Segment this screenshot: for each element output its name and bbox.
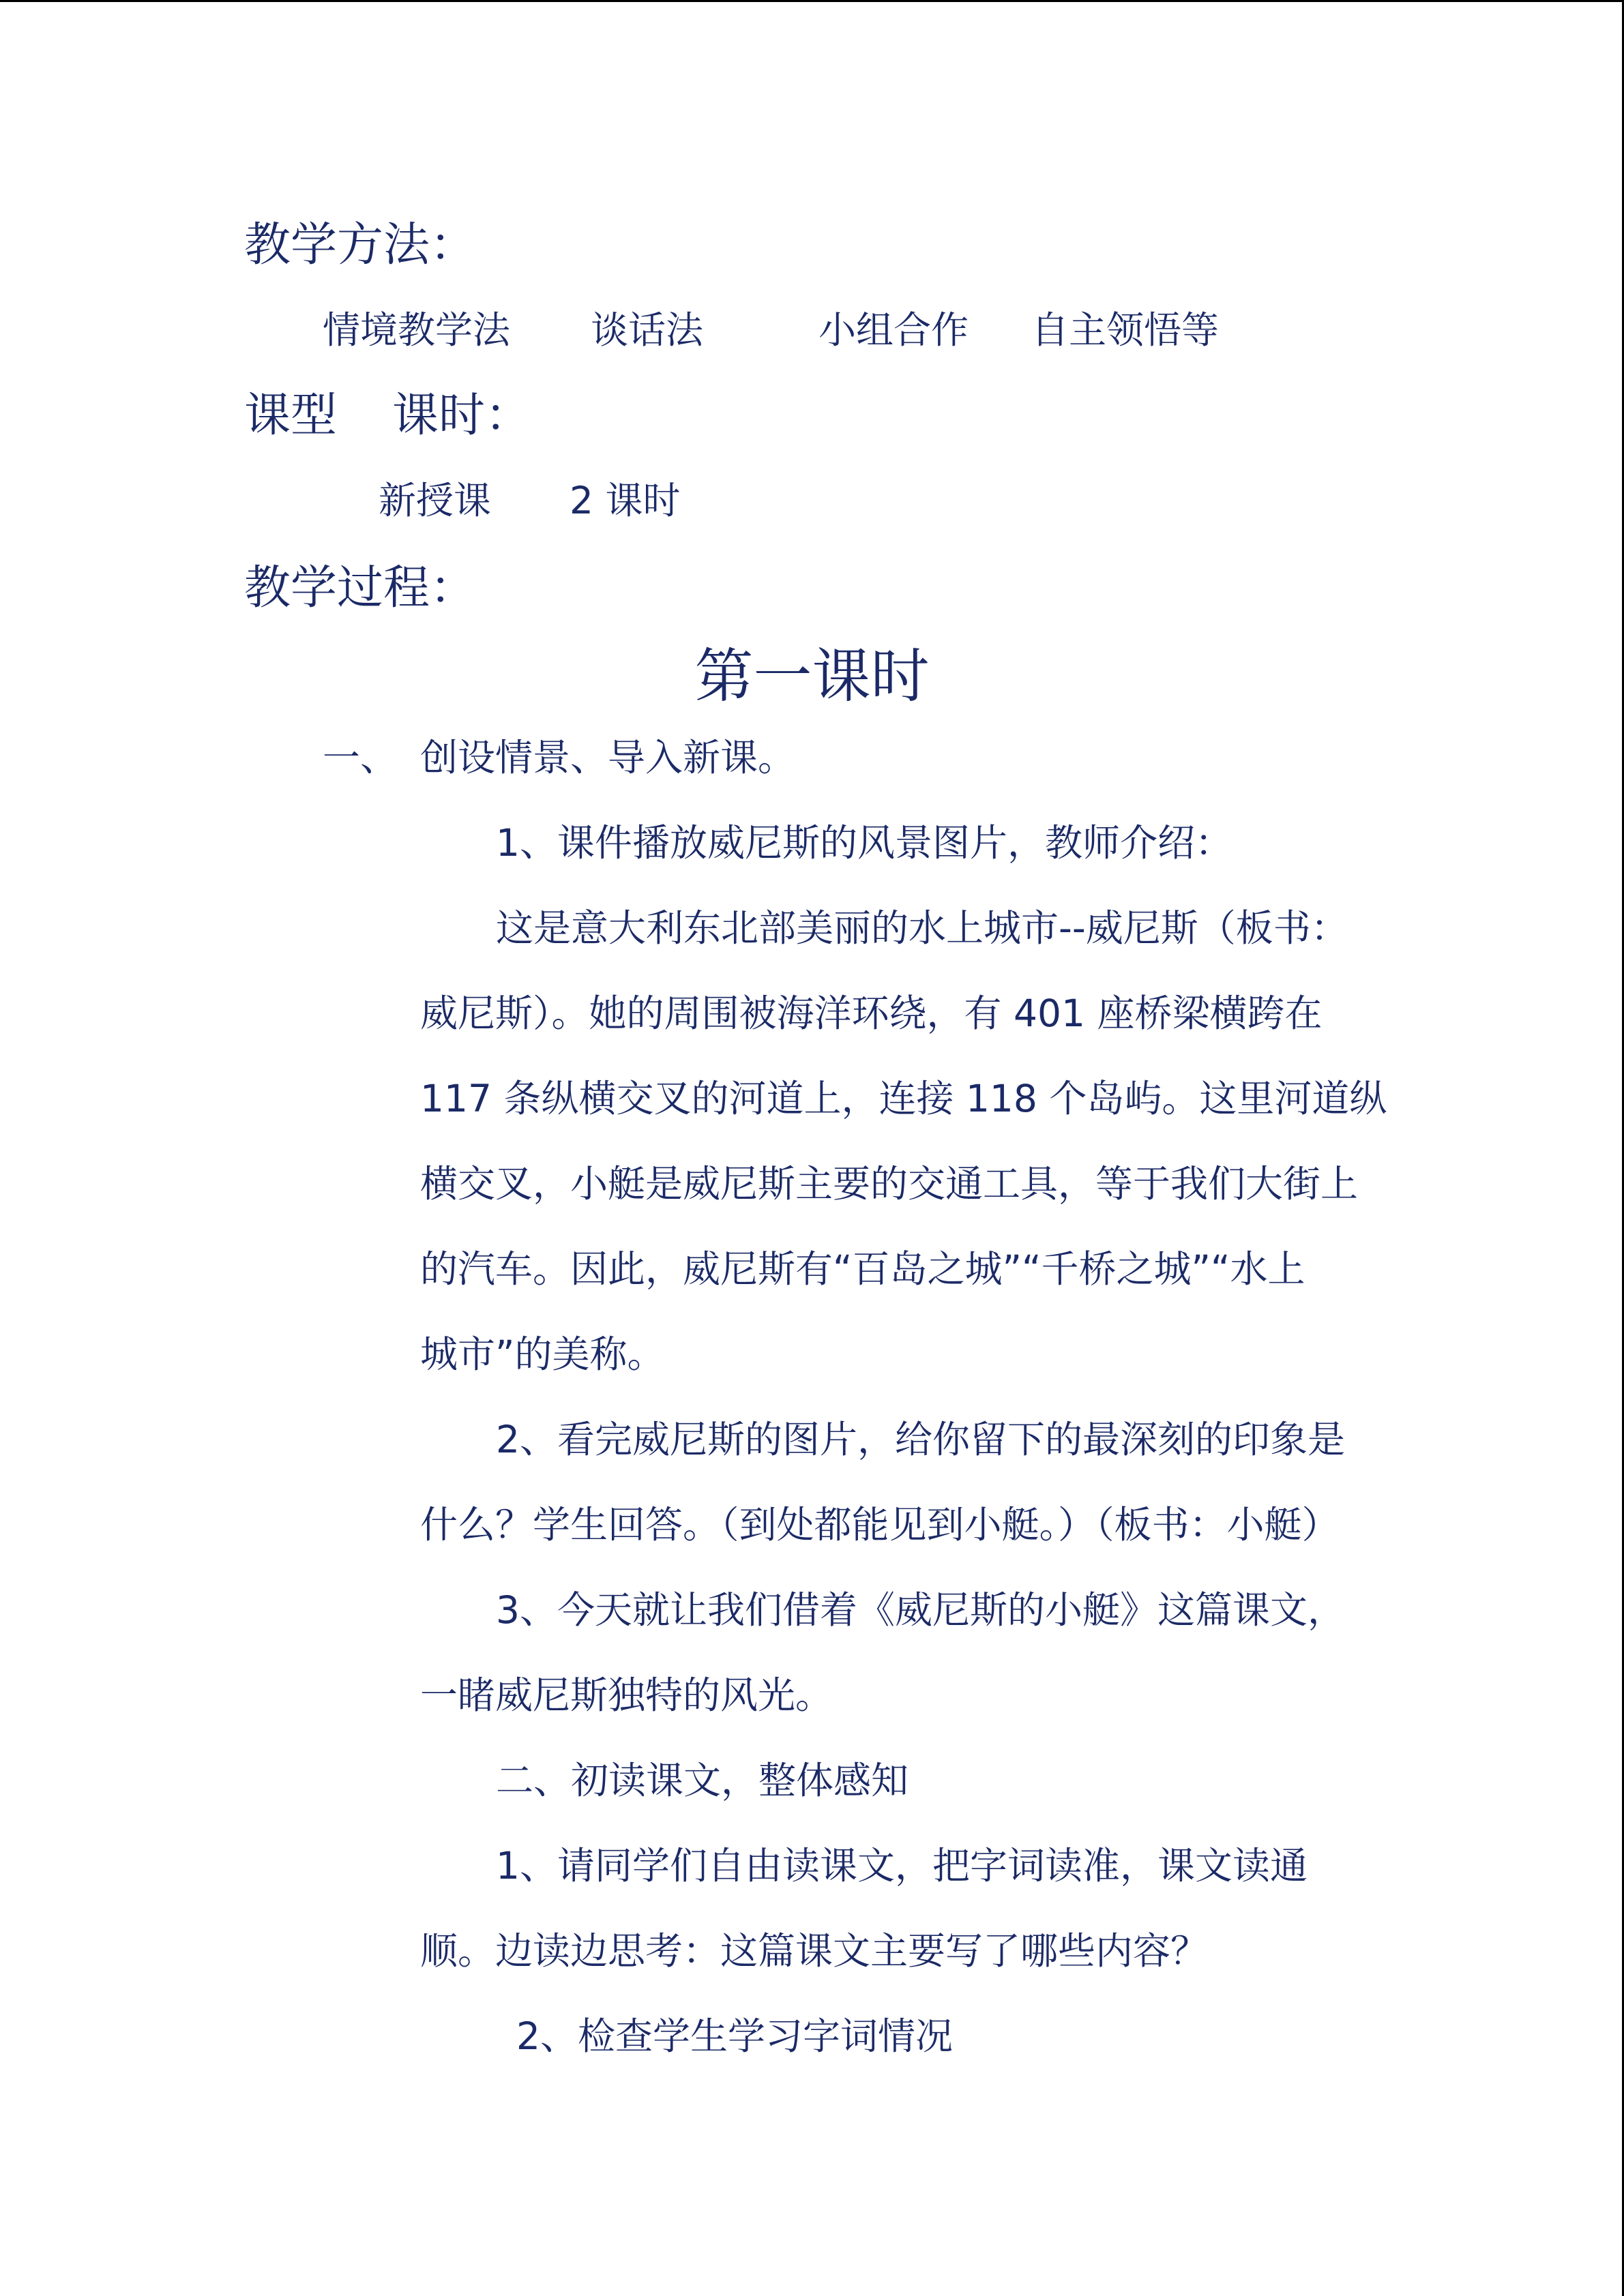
method-4: 自主领悟等: [1031, 308, 1220, 352]
lesson-type: 新授课: [379, 479, 492, 522]
method-1: 情境教学法: [323, 308, 511, 352]
paragraph-line: 城市”的美称。: [420, 1332, 665, 1376]
part1-step1: 1、课件播放威尼斯的风景图片，教师介绍：: [496, 821, 1232, 865]
part1-title: 创设情景、导入新课。: [420, 736, 796, 779]
part2-step2: 2、检查学生学习字词情况: [516, 2014, 953, 2058]
part1-number: 一、: [323, 736, 398, 779]
heading-process: 教学过程：: [244, 561, 477, 615]
part2-step1-line: 1、请同学们自由读课文，把字词读准，课文读通: [496, 1844, 1308, 1888]
paragraph-line: 这是意大利东北部美丽的水上城市--威尼斯（板书：: [496, 906, 1348, 950]
heading-methods: 教学方法：: [244, 218, 477, 272]
part1-step2-line: 什么？学生回答。（到处都能见到小艇。）（板书：小艇）: [420, 1503, 1340, 1547]
heading-lesson-type: 课型: [244, 389, 338, 443]
part1-step3-line: 一睹威尼斯独特的风光。: [420, 1673, 833, 1717]
paragraph-line: 横交叉，小艇是威尼斯主要的交通工具，等于我们大街上: [420, 1162, 1359, 1206]
method-3: 小组合作: [818, 308, 969, 352]
part1-step3-line: 3、今天就让我们借着《威尼斯的小艇》这篇课文，: [496, 1588, 1345, 1632]
paragraph-line: 威尼斯）。她的周围被海洋环绕，有 401 座桥梁横跨在: [420, 992, 1323, 1035]
method-2: 谈话法: [591, 308, 704, 352]
section-title: 第一课时: [694, 642, 930, 711]
part1-step2-line: 2、看完威尼斯的图片，给你留下的最深刻的印象是: [496, 1418, 1345, 1461]
heading-lesson-hours: 课时：: [392, 389, 532, 443]
lesson-hours: 2 课时: [570, 479, 681, 522]
part2-step1-line: 顺。边读边思考：这篇课文主要写了哪些内容？: [420, 1929, 1209, 1973]
part2-title: 二、初读课文，整体感知: [496, 1759, 909, 1802]
paragraph-line: 的汽车。因此，威尼斯有“百岛之城”“千桥之城”“水上: [420, 1247, 1305, 1291]
paragraph-line: 117 条纵横交叉的河道上，连接 118 个岛屿。这里河道纵: [420, 1077, 1387, 1120]
top-border: [0, 0, 1624, 2]
